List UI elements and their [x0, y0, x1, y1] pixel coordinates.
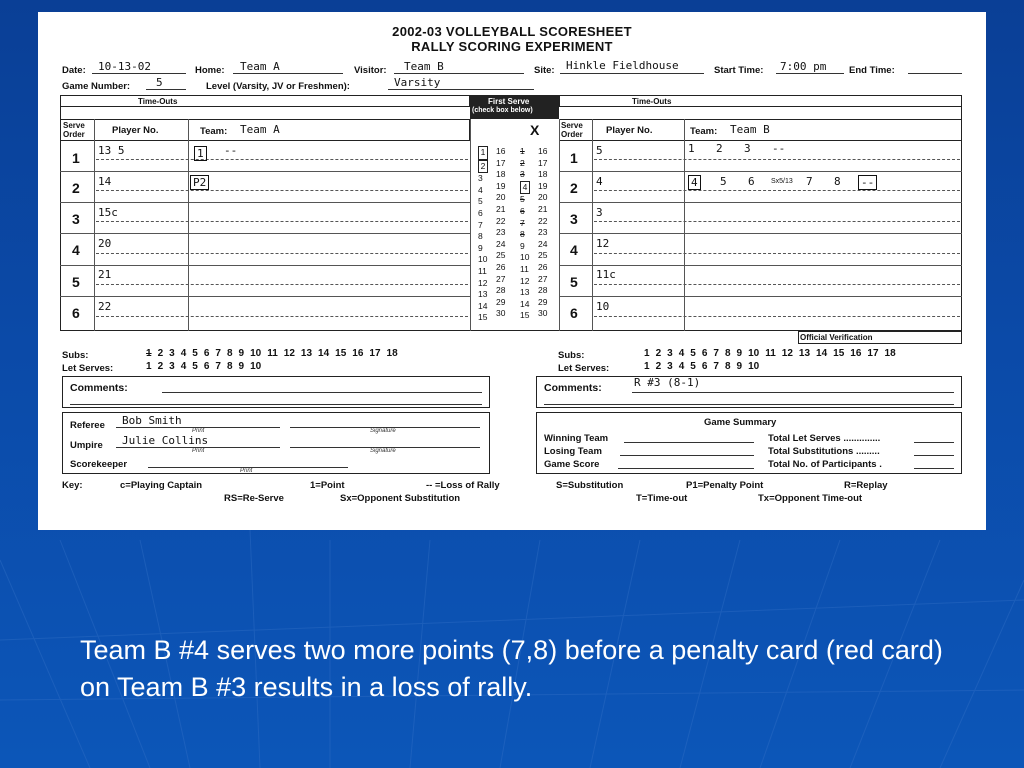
- team-b-r2-entry-6: 8: [834, 175, 841, 188]
- list-number: 14: [318, 348, 330, 359]
- end-time-label: End Time:: [849, 65, 895, 76]
- slide-caption: Team B #4 serves two more points (7,8) before a penalty card (red card) on Team B #3 results in a loss of rally.: [80, 635, 943, 702]
- list-number: 9: [736, 361, 743, 372]
- list-number: 8: [724, 348, 731, 359]
- serve-order-label-a1: Serve: [63, 121, 85, 130]
- key-item-6: R=Replay: [844, 480, 888, 491]
- list-number: 10: [748, 361, 760, 372]
- key-item-10: Tx=Opponent Time-out: [758, 493, 863, 504]
- list-number: 8: [724, 361, 731, 372]
- game-number-value: 5: [156, 76, 163, 89]
- key-item-2: 1=Point: [310, 480, 345, 491]
- team-label-a: Team:: [200, 126, 228, 137]
- subs-label-b: Subs:: [558, 350, 585, 361]
- home-label: Home:: [195, 65, 225, 76]
- team-b-r1-entry-3: 3: [744, 142, 751, 155]
- row-1-b: 1: [570, 150, 578, 166]
- team-b-player-5: 11c: [596, 268, 616, 281]
- serve-order-label-a2: Order: [63, 130, 85, 139]
- list-number: 3: [169, 361, 175, 372]
- list-number: 12: [781, 348, 793, 359]
- team-b-r2-entry-2: 5: [720, 175, 727, 188]
- first-serve-check: X: [530, 122, 540, 138]
- list-number: 13: [798, 348, 811, 359]
- list-number: 7: [215, 348, 221, 359]
- date-label: Date:: [62, 65, 86, 76]
- row-4-b: 4: [570, 242, 578, 258]
- list-number: 5: [192, 361, 198, 372]
- list-number: 5: [192, 348, 198, 359]
- row-6-b: 6: [570, 305, 578, 321]
- row-3-b: 3: [570, 211, 578, 227]
- visitor-label: Visitor:: [354, 65, 387, 76]
- list-number: 14: [816, 348, 828, 359]
- list-number: 3: [169, 348, 175, 359]
- let-serves-label-b: Let Serves:: [558, 363, 610, 374]
- let-serves-label-a: Let Serves:: [62, 363, 114, 374]
- list-number: 18: [386, 348, 398, 359]
- team-a-player-6: 22: [98, 300, 112, 313]
- first-serve-label: First Serve: [488, 97, 530, 106]
- list-number: 8: [226, 361, 233, 372]
- list-number: 10: [250, 348, 262, 359]
- list-number: 4: [678, 361, 685, 372]
- list-number: 1: [146, 361, 152, 372]
- list-number: 15: [833, 348, 845, 359]
- list-number: 4: [180, 361, 187, 372]
- winning-team-label: Winning Team: [544, 433, 609, 444]
- team-b-r2-entry-5: 7: [806, 175, 813, 188]
- list-number: 1: [146, 348, 152, 359]
- score-col-a1: 1 2 3 4 5 6 7 8 9 10 11 12 13 14 15: [478, 147, 488, 323]
- score-col-b1: 1 2 3 4 5 6 7 8 9 10 11 12 13 14 15: [520, 146, 530, 321]
- row-5-a: 5: [72, 274, 80, 290]
- list-number: 11: [267, 348, 278, 359]
- list-number: 15: [335, 348, 347, 359]
- site-value: Hinkle Fieldhouse: [566, 59, 679, 72]
- list-number: 6: [701, 361, 708, 372]
- row-6-a: 6: [72, 305, 80, 321]
- comments-value-b: R #3 (8-1): [634, 376, 701, 389]
- list-number: 16: [850, 348, 862, 359]
- start-time-label: Start Time:: [714, 65, 764, 76]
- comments-label-a: Comments:: [70, 382, 128, 394]
- team-b-r2-entry-1: 4: [688, 175, 701, 190]
- scoresheet: [38, 12, 986, 530]
- team-b-r1-entry-2: 2: [716, 142, 723, 155]
- list-number: 4: [678, 348, 685, 359]
- list-number: 9: [736, 348, 743, 359]
- referee-print-label: Print: [192, 428, 205, 434]
- list-number: 2: [157, 361, 164, 372]
- key-item-4: S=Substitution: [556, 480, 624, 491]
- team-a-r1-entry-2: --: [224, 144, 238, 157]
- team-b-player-2: 4: [596, 175, 603, 188]
- subs-numbers-a: [146, 348, 404, 359]
- player-no-label-a: Player No.: [112, 125, 159, 136]
- check-box-label: (check box below): [472, 107, 533, 114]
- site-label: Site:: [534, 65, 555, 76]
- list-number: 6: [701, 348, 708, 359]
- team-b-r2-entry-3: 6: [748, 175, 755, 188]
- serve-order-label-b1: Serve: [561, 121, 583, 130]
- let-numbers-b: [644, 361, 765, 372]
- official-verification-label: Official Verification: [800, 333, 873, 342]
- row-3-a: 3: [72, 211, 80, 227]
- team-b-r1-entry-1: 1: [688, 142, 695, 155]
- list-number: 18: [884, 348, 896, 359]
- team-label-b: Team:: [690, 126, 718, 137]
- list-number: 13: [300, 348, 313, 359]
- key-item-9: T=Time-out: [636, 493, 688, 504]
- player-no-label-b: Player No.: [606, 125, 653, 136]
- row-5-b: 5: [570, 274, 578, 290]
- subs-label-a: Subs:: [62, 350, 89, 361]
- level-label: Level (Varsity, JV or Freshmen):: [206, 81, 350, 92]
- referee-signature-label: Signature: [370, 428, 396, 434]
- list-number: 4: [180, 348, 187, 359]
- list-number: 5: [690, 361, 696, 372]
- row-2-a: 2: [72, 180, 80, 196]
- scorekeeper-label: Scorekeeper: [70, 459, 128, 470]
- team-b-name: Team B: [730, 123, 770, 136]
- referee-value: Bob Smith: [122, 414, 182, 427]
- team-a-player-1: 13 5: [98, 144, 125, 157]
- team-a-r2-entry-1: P2: [190, 175, 209, 190]
- list-number: 7: [713, 348, 719, 359]
- list-number: 9: [238, 361, 245, 372]
- timeouts-label-a: Time-Outs: [138, 97, 178, 106]
- losing-team-label: Losing Team: [544, 446, 602, 457]
- score-col-a2: 16 17 18 19 20 21 22 23 24 25 26 27 28 29 30: [496, 146, 506, 319]
- game-number-label: Game Number:: [62, 81, 131, 92]
- team-a-player-3: 15c: [98, 206, 118, 219]
- team-b-player-1: 5: [596, 144, 603, 157]
- visitor-value: Team B: [404, 60, 444, 73]
- list-number: 5: [690, 348, 696, 359]
- team-a-player-2: 14: [98, 175, 112, 188]
- umpire-print-label: Print: [192, 448, 205, 454]
- list-number: 12: [283, 348, 295, 359]
- game-score-label: Game Score: [544, 459, 600, 470]
- list-number: 16: [352, 348, 364, 359]
- list-number: 3: [667, 361, 673, 372]
- sheet-subtitle: RALLY SCORING EXPERIMENT: [411, 39, 613, 54]
- team-b-player-6: 10: [596, 300, 610, 313]
- subs-numbers-b: [644, 348, 902, 359]
- row-2-b: 2: [570, 180, 578, 196]
- list-number: 6: [203, 348, 210, 359]
- key-item-7: RS=Re-Serve: [224, 493, 284, 504]
- list-number: 2: [157, 348, 164, 359]
- list-number: 10: [250, 361, 262, 372]
- start-time-value: 7:00 pm: [780, 60, 827, 73]
- team-a-name: Team A: [240, 123, 280, 136]
- team-b-player-3: 3: [596, 206, 603, 219]
- score-col-b2: 16 17 18 19 20 21 22 23 24 25 26 27 28 29 30: [538, 146, 548, 319]
- team-b-r2-entry-7: --: [858, 175, 877, 190]
- total-let-serves-label: Total Let Serves ..............: [768, 433, 881, 444]
- list-number: 6: [203, 361, 210, 372]
- team-b-r2-entry-4: Sx5/13: [771, 178, 793, 185]
- home-value: Team A: [240, 60, 280, 73]
- list-number: 17: [369, 348, 381, 359]
- list-number: 2: [655, 348, 662, 359]
- key-item-8: Sx=Opponent Substitution: [340, 493, 461, 504]
- team-a-player-4: 20: [98, 237, 112, 250]
- list-number: 3: [667, 348, 673, 359]
- date-value: 10-13-02: [98, 60, 151, 73]
- key-item-1: c=Playing Captain: [120, 480, 203, 491]
- list-number: 8: [226, 348, 233, 359]
- comments-label-b: Comments:: [544, 382, 602, 394]
- serve-order-label-b2: Order: [561, 130, 583, 139]
- scorekeeper-print-label: Print: [240, 468, 253, 474]
- list-number: 1: [644, 361, 650, 372]
- umpire-signature-label: Signature: [370, 448, 396, 454]
- total-substitutions-label: Total Substitutions .........: [768, 446, 880, 457]
- list-number: 10: [748, 348, 760, 359]
- list-number: 9: [238, 348, 245, 359]
- timeouts-label-b: Time-Outs: [632, 97, 672, 106]
- list-number: 7: [713, 361, 719, 372]
- let-numbers-a: [146, 361, 267, 372]
- umpire-value: Julie Collins: [122, 434, 209, 447]
- key-item-5: P1=Penalty Point: [686, 480, 764, 491]
- row-4-a: 4: [72, 242, 80, 258]
- referee-label: Referee: [70, 420, 105, 431]
- game-summary-title: Game Summary: [704, 417, 777, 428]
- total-participants-label: Total No. of Participants .: [768, 459, 882, 470]
- team-b-r1-entry-4: --: [772, 142, 786, 155]
- list-number: 11: [765, 348, 776, 359]
- list-number: 17: [867, 348, 879, 359]
- team-a-player-5: 21: [98, 268, 112, 281]
- team-b-player-4: 12: [596, 237, 610, 250]
- key-item-3: -- =Loss of Rally: [426, 480, 500, 491]
- umpire-label: Umpire: [70, 440, 103, 451]
- list-number: 7: [215, 361, 221, 372]
- list-number: 2: [655, 361, 662, 372]
- list-number: 1: [644, 348, 650, 359]
- team-a-r1-entry-1: 1: [194, 146, 207, 161]
- key-label: Key:: [62, 480, 83, 491]
- level-value: Varsity: [394, 76, 441, 89]
- row-1-a: 1: [72, 150, 80, 166]
- sheet-title: 2002-03 VOLLEYBALL SCORESHEET: [392, 24, 632, 39]
